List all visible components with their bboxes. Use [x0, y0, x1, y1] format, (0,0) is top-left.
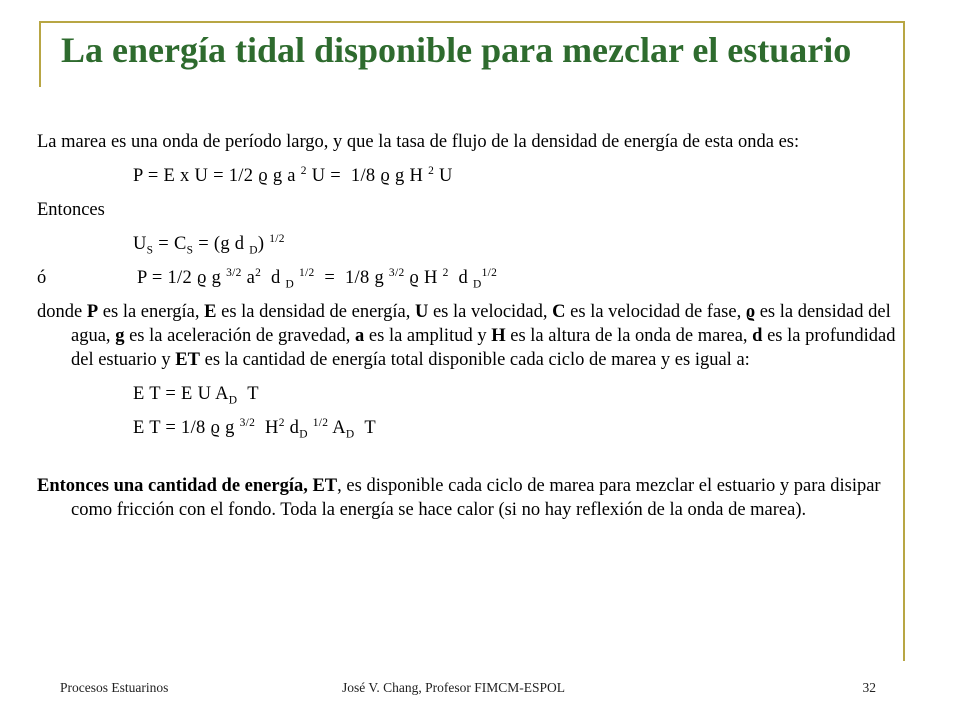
top-accent-line — [39, 21, 905, 23]
entonces-label: Entonces — [37, 200, 105, 220]
left-accent-line — [39, 21, 41, 87]
equation-power-expanded: ó P = 1/2 ϱ g $^{3/2}$ $a^2$ d $_D$ $^{1/2}$ = 1/8 g $^{3/2}$ ϱ H $^2$ d $_D^{1/2}$ — [37, 266, 498, 291]
equation-velocity: $U_S = C_S = (g$ d $_D$) $^{1/2}$ — [133, 232, 285, 257]
slide-body — [37, 130, 899, 532]
equation-power: P = E x U = 1/2 ϱ g a $^2$ U = 1/8 ϱ g H $^2$ U — [133, 164, 453, 186]
definitions-paragraph: donde P es la energía, E es la densidad de energía, U es la velocidad, C es la velocidad de fase, ϱ es la densidad del agua, g es la aceleración de gravedad, a es la amplitud y H es la altura de la onda de marea, d es la profundidad del estuario y ET es la cantidad de energía total disponible cada ciclo de marea y es igual a: — [37, 302, 896, 370]
intro-paragraph: La marea es una onda de período largo, y que la tasa de flujo de la densidad de energía de esta onda es: — [37, 132, 800, 152]
conclusion-paragraph: Entonces una cantidad de energía, ET, es disponible cada ciclo de marea para mezclar el estuario y para disipar como fricción con el fondo. Toda la energía se hace calor (si no hay reflexión de la onda de marea). — [37, 476, 881, 520]
footer-page-number: 32 — [862, 680, 876, 695]
slide-title: La energía tidal disponible para mezclar el estuario — [61, 30, 852, 70]
footer-course: Procesos Estuarinos — [60, 680, 169, 695]
footer-author: José V. Chang, Profesor FIMCM-ESPOL — [342, 680, 566, 695]
right-accent-line — [903, 21, 905, 661]
equation-energy-total: E T = E U $A_D$ T — [133, 384, 259, 407]
equation-energy-total-expanded: E T = 1/8 ϱ g $^{3/2}$ $H^2$ $d_D$ $^{1/2}$ $A_D$ T — [133, 416, 376, 441]
or-label: ó — [37, 268, 47, 288]
